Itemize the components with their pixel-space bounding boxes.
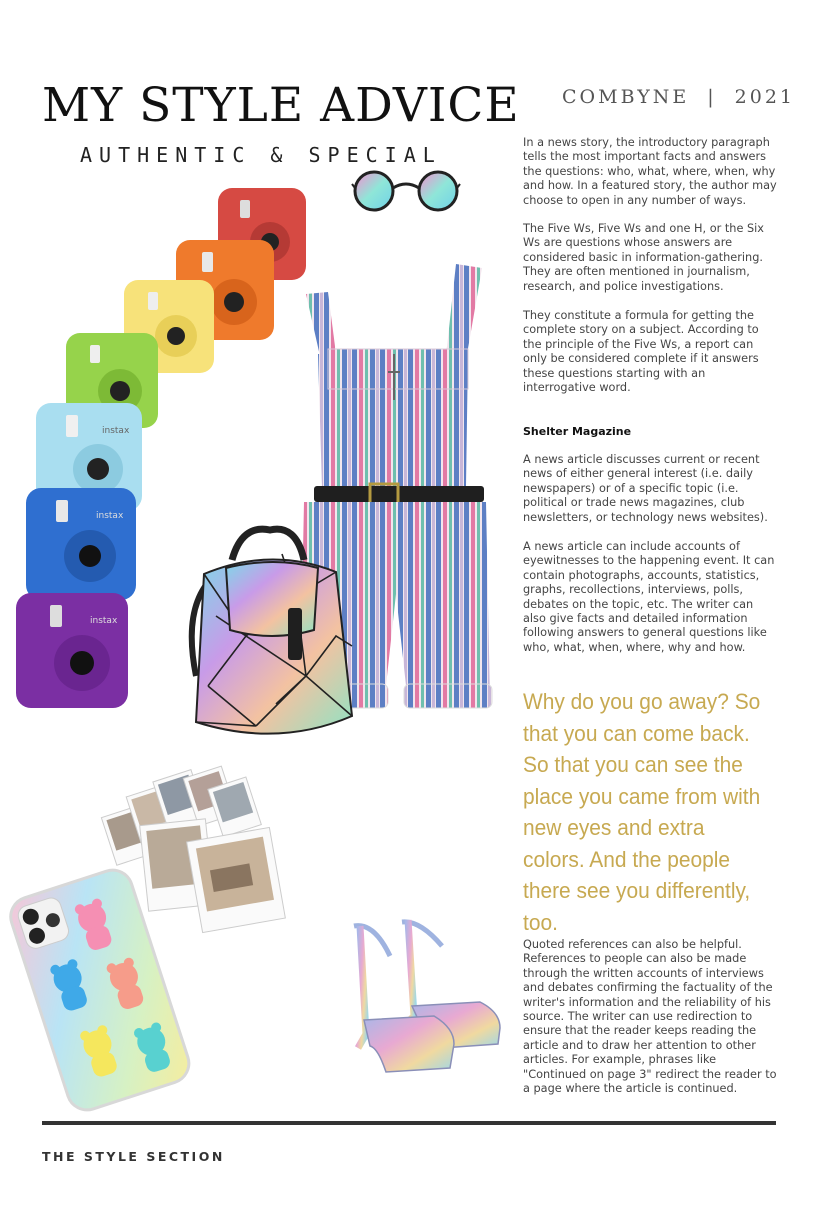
article-paragraph-1: In a news story, the introductory paragraph tells the most important facts and answers the questions: who, what, where, when, why and how. In a featured story, the author may choose to open in any number of ways. <box>523 136 777 207</box>
camera-brand-label: instax <box>96 511 124 521</box>
section-heading: Shelter Magazine <box>523 425 632 438</box>
camera-blue <box>26 488 136 600</box>
page-title: MY STYLE ADVICE <box>42 78 520 133</box>
camera-brand-label: instax <box>102 426 130 436</box>
footer-section-label: THE STYLE SECTION <box>42 1149 225 1164</box>
camera-brand-label: instax <box>90 616 118 626</box>
sunglasses-image <box>352 168 462 214</box>
brand-line <box>562 86 795 108</box>
camera-purple <box>16 593 128 708</box>
brand-separator: | <box>707 86 717 108</box>
glitter-heels-image <box>350 916 506 1076</box>
holographic-backpack-image <box>186 526 356 750</box>
pull-quote: Why do you go away? So that you can come back. So that you can see the place you came from with new eyes and extra colors. And the people there see you differently, too. <box>523 689 761 935</box>
phone-case-image <box>14 866 204 1106</box>
footer-divider <box>42 1121 776 1125</box>
page-subtitle: AUTHENTIC & SPECIAL <box>80 143 442 167</box>
article-paragraph-4: A news article discusses current or recent news of either general interest (i.e. daily newspapers) or of a specific topic (i.e. political or trade news magazines, club newsletters, or technology news websites). <box>523 453 768 524</box>
article-paragraph-2: The Five Ws, Five Ws and one H, or the Six Ws are questions whose answers are considered basic in information-gathering. They are often mentioned in journalism, research, and police investigations. <box>523 222 764 293</box>
article-paragraph-5: A news article can include accounts of eyewitnesses to the happening event. It can contain photographs, accounts, statistics, graphs, recollections, interviews, polls, debates on the topic, etc. The writer can also give facts and detailed information following answers to general questions like who, what, when, where, why and how. <box>523 540 775 654</box>
article-paragraph-3: They constitute a formula for getting the complete story on a subject. According to the principle of the Five Ws, a report can only be considered complete if it answers these questions starting with an interrogative word. <box>523 309 759 395</box>
brand-name: COMBYNE <box>562 86 690 108</box>
article-paragraph-6: Quoted references can also be helpful. References to people can also be made through the written accounts of interviews and debates confirming the factuality of the writer's information and the reliability of his source. The writer can use redirection to ensure that the reader keeps reading the article and to draw her attention to other articles. For example, phrases like "Continued on page 3" redirect the reader to a page where the article is continued. <box>523 938 777 1096</box>
brand-year: 2021 <box>734 86 796 108</box>
